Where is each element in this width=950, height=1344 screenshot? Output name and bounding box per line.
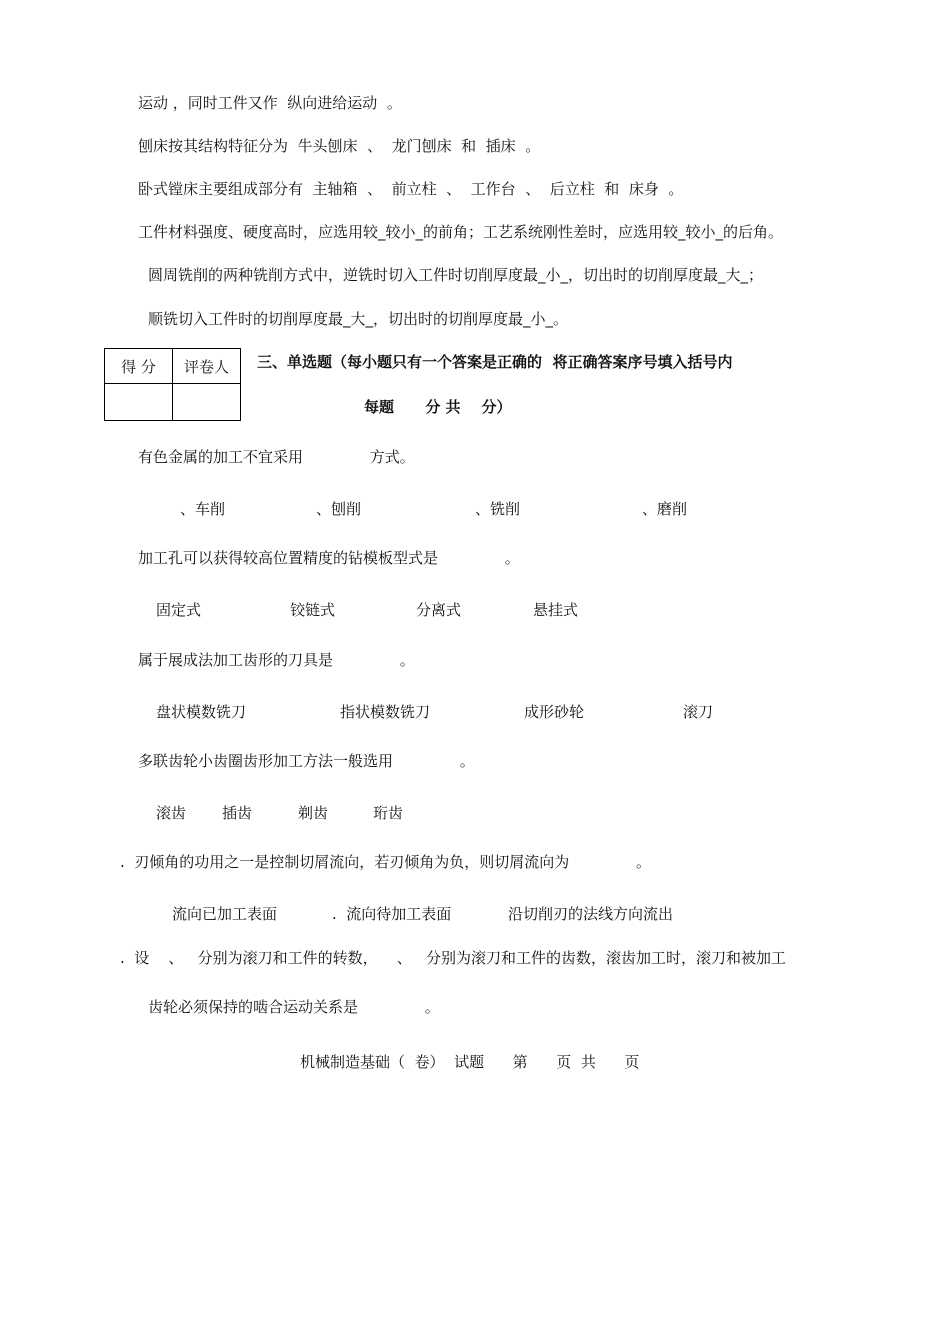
question-3-option-c: 成形砂轮 [524, 703, 585, 721]
fill-in-line-4: 工件材料强度、硬度高时，应选用较_较小_的前角；工艺系统刚性差时，应选用较_较小_的后角。 [138, 223, 784, 241]
question-5-option-b: . 流向待加工表面 [332, 905, 452, 923]
question-stem-6-continued: 齿轮必须保持的啮合运动关系是 。 [148, 998, 440, 1016]
question-4-option-d: 珩齿 [373, 804, 404, 822]
question-1-option-b: 、刨削 [316, 500, 362, 518]
question-5-option-a: 流向已加工表面 [172, 905, 278, 923]
question-2-option-a: 固定式 [156, 601, 202, 619]
question-3-option-b: 指状模数铣刀 [340, 703, 431, 721]
question-stem-4: 多联齿轮小齿圈齿形加工方法一般选用 。 [138, 752, 475, 770]
score-table [104, 348, 241, 421]
question-4-option-a: 滚齿 [156, 804, 187, 822]
fill-in-line-3: 卧式镗床主要组成部分有 主轴箱 、 前立柱 、 工作台 、 后立柱 和 床身 。 [138, 180, 684, 198]
question-2-option-d: 悬挂式 [533, 601, 579, 619]
question-stem-3: 属于展成法加工齿形的刀具是 。 [138, 651, 415, 669]
question-3-option-d: 滚刀 [683, 703, 714, 721]
fill-in-line-1: 运动 ，同时工件又作 纵向进给运动 。 [138, 94, 402, 112]
question-1-option-c: 、铣削 [475, 500, 521, 518]
question-1-option-d: 、磨削 [642, 500, 688, 518]
section-subtitle: 每题 分 共 分） [364, 398, 512, 416]
fill-in-line-5: 圆周铣削的两种铣削方式中，逆铣时切入工件时切削厚度最_小_，切出时的切削厚度最_大_； [148, 266, 764, 284]
question-2-option-c: 分离式 [416, 601, 462, 619]
question-stem-1: 有色金属的加工不宜采用 方式。 [138, 448, 415, 466]
question-4-option-b: 插齿 [222, 804, 253, 822]
question-4-option-c: 剃齿 [298, 804, 329, 822]
page-footer: 机械制造基础（ 卷） 试题 第 页 共 页 [300, 1053, 640, 1071]
section-title: 三、单选题（每小题只有一个答案是正确的 将正确答案序号填入括号内 [257, 353, 733, 371]
grader-cell [173, 384, 241, 421]
score-cell [105, 384, 173, 421]
question-stem-2: 加工孔可以获得较高位置精度的钻模板型式是 。 [138, 549, 520, 567]
fill-in-line-6: 顺铣切入工件时的切削厚度最_大_，切出时的切削厚度最_小_。 [148, 310, 569, 328]
question-stem-5: . 刃倾角的功用之一是控制切屑流向，若刃倾角为负，则切屑流向为 。 [120, 853, 652, 871]
question-3-option-a: 盘状模数铣刀 [156, 703, 247, 721]
question-stem-6: . 设 、 分别为滚刀和工件的转数， 、 分别为滚刀和工件的齿数，滚齿加工时，滚刀和被加工 [120, 949, 787, 967]
grader-header: 评卷人 [173, 349, 241, 384]
fill-in-line-2: 刨床按其结构特征分为 牛头刨床 、 龙门刨床 和 插床 。 [138, 137, 541, 155]
score-header: 得 分 [105, 349, 173, 384]
question-5-option-c: 沿切削刃的法线方向流出 [508, 905, 674, 923]
question-1-option-a: 、车削 [180, 500, 226, 518]
question-2-option-b: 铰链式 [290, 601, 336, 619]
